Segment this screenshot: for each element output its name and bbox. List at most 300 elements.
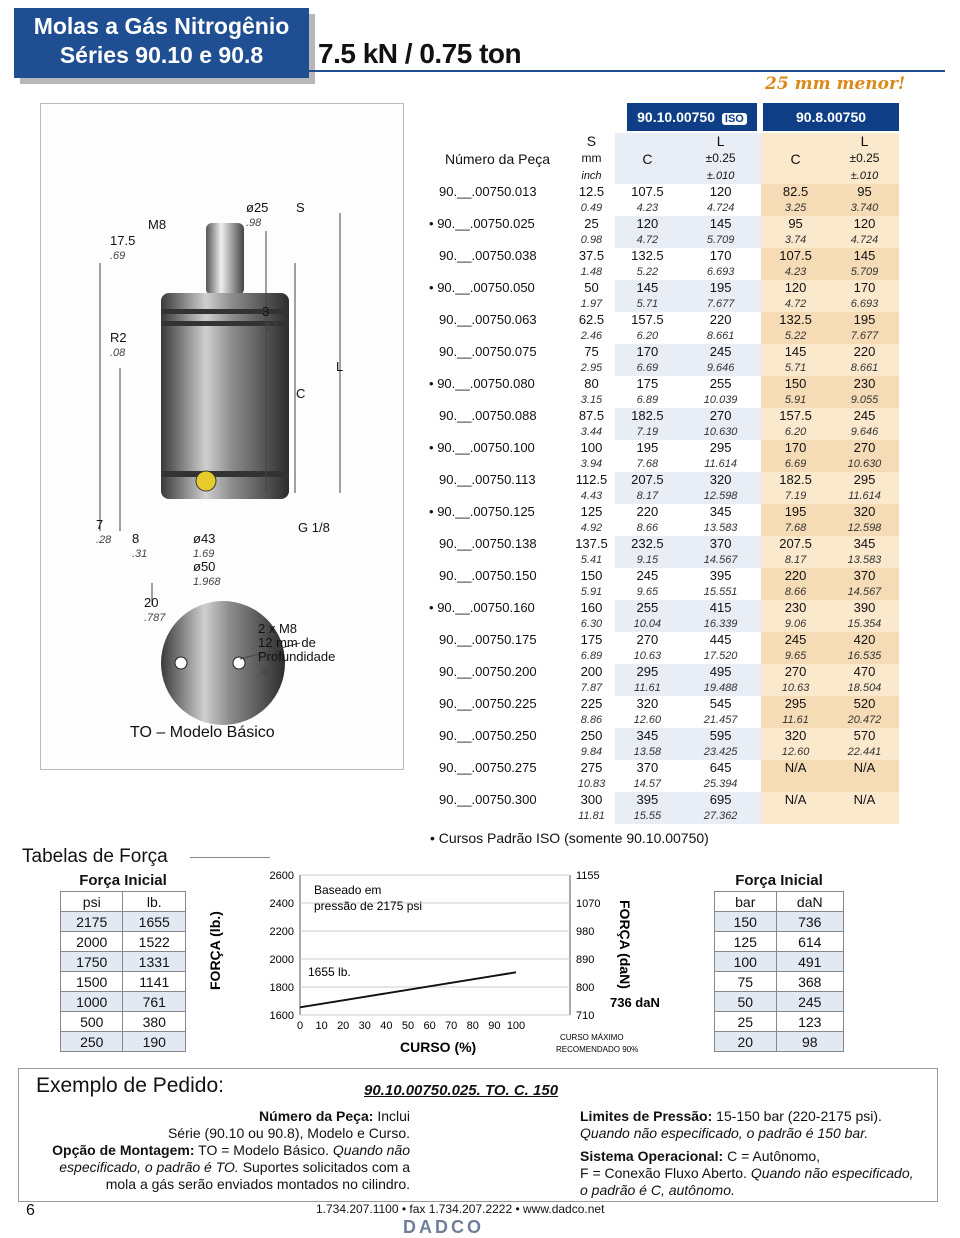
part-blank [427,296,568,312]
part-blank [427,328,568,344]
part-number: 90.__.00750.025 [437,216,535,231]
l-mm: 120 [680,184,761,200]
spec-row [427,472,899,488]
ylabel-left: FORÇA (lb.) [207,911,223,990]
gas-spring-drawing [40,103,404,770]
c2-mm: 230 [761,600,830,616]
l-in: 7.677 [680,296,761,312]
force-cell-b: 1522 [123,932,186,952]
c-in: 15.55 [615,808,680,824]
spec-row [427,664,899,680]
dim-7-mm: 7 [96,517,104,532]
l-in: 17.520 [680,648,761,664]
iso-standard-bullet-icon: • [429,216,434,231]
c2-mm: 245 [761,632,830,648]
xtick: 20 [337,1020,350,1032]
part-blank [427,424,568,440]
l2-in [830,808,899,824]
c-in: 8.66 [615,520,680,536]
c-mm: 157.5 [615,312,680,328]
stroke-in: 3.15 [580,394,603,406]
c-mm: 295 [615,664,680,680]
l2-mm: 420 [830,632,899,648]
force-cell-a: 250 [61,1032,123,1052]
force-row [715,992,844,1012]
col-s-mm: mm [581,151,602,165]
c2-mm: N/A [761,792,830,808]
c-in: 10.04 [615,616,680,632]
l-in: 25.394 [680,776,761,792]
stroke-mm: 112.5 [575,472,608,487]
annot-dan: 736 daN [610,995,660,1010]
l2-mm: 245 [830,408,899,424]
order-left-notes [30,1108,410,1193]
l-mm: 645 [680,760,761,776]
part-blank [427,200,568,216]
l2-mm: 170 [830,280,899,296]
part-number: 90.__.00750.013 [439,184,537,199]
part-number-cell [427,472,568,488]
c-in: 7.68 [615,456,680,472]
stroke-mm: 80 [584,376,599,391]
stroke-in: 4.43 [580,490,603,502]
l-mm: 320 [680,472,761,488]
page-title-line1: Molas a Gás Nitrogênio [33,13,290,39]
xtick: 100 [506,1020,526,1032]
col-l2-label: L [860,133,869,149]
l-in: 4.724 [680,200,761,216]
c2-in: 8.66 [761,584,830,600]
col-l2 [830,133,899,184]
dim-r2-in: .08 [110,347,126,359]
part-blank [427,712,568,728]
c-mm: 145 [615,280,680,296]
stroke-in: 7.87 [580,682,603,694]
dim-20-in: .787 [144,612,166,624]
l2-in: 6.693 [830,296,899,312]
press-italic: Quando não especificado, o padrão é 150 bar. [580,1125,869,1141]
c2-in: 4.23 [761,264,830,280]
part-blank [427,456,568,472]
part-number-cell [427,408,568,424]
dim-175-mm: 17.5 [110,233,136,248]
ytick-right: 800 [576,982,595,994]
part-blank [427,264,568,280]
l2-mm: 145 [830,248,899,264]
c-mm: 120 [615,216,680,232]
stroke-mm: 300 [580,792,603,807]
part-number-cell [427,728,568,744]
force-row [715,972,844,992]
iso-standard-bullet-icon: • [429,600,434,615]
c-in: 6.20 [615,328,680,344]
force-rating: 7.5 kN / 0.75 ton [318,38,522,69]
c2-in: 6.69 [761,456,830,472]
c2-mm: 150 [761,376,830,392]
l-mm: 145 [680,216,761,232]
stroke-in: 1.48 [580,266,603,278]
l2-in: 14.567 [830,584,899,600]
c-mm: 345 [615,728,680,744]
press-label: Limites de Pressão: [580,1108,713,1124]
col-l2-tol-in: ±.010 [850,170,879,182]
spec-row-inch [427,392,899,408]
page-title-box [14,8,309,78]
c2-in: 7.68 [761,520,830,536]
l-mm: 695 [680,792,761,808]
force-cell-a: 75 [715,972,777,992]
l-in: 14.567 [680,552,761,568]
dim-3-in: .12 [262,321,278,333]
l-mm: 255 [680,376,761,392]
part-number-cell [427,312,568,328]
stroke-mm: 137.5 [575,536,608,551]
sys-italic: Quando não especificado, o padrão é C, autônomo. [580,1165,914,1198]
part-number: 90.__.00750.225 [439,696,537,711]
c2-in: 9.65 [761,648,830,664]
spec-row-inch [427,520,899,536]
stroke-in: 5.41 [580,554,603,566]
dim-phi43 [193,532,215,561]
spec-row [427,696,899,712]
part-number: 90.__.00750.080 [437,376,535,391]
c2-mm: 295 [761,696,830,712]
part-number: 90.__.00750.300 [439,792,537,807]
ytick-left: 2600 [269,870,294,882]
force-row [61,932,186,952]
dim-prof-in: .47 [258,666,274,678]
l2-in: 5.709 [830,264,899,280]
c-in: 5.71 [615,296,680,312]
col-part: Número da Peça [445,150,551,167]
ytick-left: 2200 [269,926,294,938]
l2-in: 15.354 [830,616,899,632]
force-cell-b: 380 [123,1012,186,1032]
l-mm: 495 [680,664,761,680]
spec-row [427,536,899,552]
l2-mm: 520 [830,696,899,712]
l-in: 10.630 [680,424,761,440]
force-cell-a: 2175 [61,912,123,932]
col-l [680,133,761,184]
c-mm: 270 [615,632,680,648]
iso-standard-bullet-icon: • [429,376,434,391]
stroke-mm: 75 [584,344,599,359]
part-number-cell [427,184,568,200]
spec-row-inch [427,296,899,312]
c-in: 8.17 [615,488,680,504]
stroke-mm: 175 [580,632,603,647]
c-mm: 132.5 [615,248,680,264]
l2-mm: 120 [830,216,899,232]
spec-row [427,760,899,776]
stroke-mm: 275 [580,760,603,775]
part-text2: Série (90.10 ou 90.8), Modelo e Curso. [167,1125,410,1141]
force-cell-a: 1750 [61,952,123,972]
part-number: 90.__.00750.063 [439,312,537,327]
spec-row [427,408,899,424]
c-mm: 175 [615,376,680,392]
dim-phi50-mm: ø50 [193,559,216,574]
force-table-imperial [60,870,186,1052]
spec-row [427,216,899,232]
l-mm: 270 [680,408,761,424]
ytick-right: 890 [576,954,595,966]
c2-mm: 182.5 [761,472,830,488]
c2-in: 10.63 [761,680,830,696]
force-cell-a: 150 [715,912,777,932]
col-l-tol: ±0.25 [705,151,736,165]
part-blank [427,776,568,792]
force-title-rule [190,857,270,858]
c2-in: 7.19 [761,488,830,504]
stroke-mm: 160 [580,600,603,615]
dim-20-mm: 20 [144,595,159,610]
c-in: 4.72 [615,232,680,248]
dim-7-in: .28 [96,534,112,546]
part-number: 90.__.00750.075 [439,344,537,359]
l-in: 10.039 [680,392,761,408]
stroke-in: 2.95 [580,362,603,374]
force-cell-a: 25 [715,1012,777,1032]
l2-mm: N/A [830,760,899,776]
l2-mm: 570 [830,728,899,744]
stroke-in: 5.91 [580,586,603,598]
part-number-cell [427,568,568,584]
l2-in: 18.504 [830,680,899,696]
l-mm: 445 [680,632,761,648]
l-in: 16.339 [680,616,761,632]
l2-in: 13.583 [830,552,899,568]
l-in: 19.488 [680,680,761,696]
dim-g18: G 1/8 [298,520,330,535]
c-mm: 107.5 [615,184,680,200]
force-left-title: Força Inicial [79,872,167,889]
l2-mm: 370 [830,568,899,584]
l2-in: 22.441 [830,744,899,760]
xtick: 10 [315,1020,328,1032]
c2-mm: 82.5 [761,184,830,200]
force-cell-b: 491 [776,952,843,972]
part-blank [427,616,568,632]
part-number-cell [427,600,568,616]
part-number: 90.__.00750.138 [439,536,537,551]
c2-in: 8.17 [761,552,830,568]
spec-row [427,792,899,808]
force-cell-b: 245 [776,992,843,1012]
stroke-mm: 87.5 [578,408,605,423]
c2-in: 3.25 [761,200,830,216]
force-row [715,932,844,952]
xtick: 60 [423,1020,436,1032]
part-number: 90.__.00750.275 [439,760,537,775]
group-header-9010 [627,103,757,131]
force-row [61,1012,186,1032]
force-cell-b: 761 [123,992,186,1012]
mount-text: TO = Modelo Básico. [198,1142,330,1158]
force-row [715,912,844,932]
annot-base-2: pressão de 2175 psi [314,899,423,913]
c-in: 13.58 [615,744,680,760]
l2-mm: 390 [830,600,899,616]
force-cell-b: 1141 [123,972,186,992]
xtick: 50 [401,1020,415,1032]
order-title: Exemplo de Pedido: [36,1074,224,1097]
force-right-title: Força Inicial [735,872,823,889]
part-number-cell [427,280,568,296]
ytick-left: 1600 [269,1010,294,1022]
c-in: 9.65 [615,584,680,600]
l2-in: 10.630 [830,456,899,472]
ytick-right: 1155 [576,870,600,882]
c2-in [761,776,830,792]
c-mm: 232.5 [615,536,680,552]
stroke-in: 0.49 [580,202,603,214]
xtick: 0 [296,1020,304,1032]
c-mm: 207.5 [615,472,680,488]
c-mm: 395 [615,792,680,808]
spec-table-body [427,184,899,824]
l-mm: 195 [680,280,761,296]
l-in: 21.457 [680,712,761,728]
c-in: 9.15 [615,552,680,568]
spec-row [427,504,899,520]
c-in: 6.69 [615,360,680,376]
ytick-left: 2400 [269,898,294,910]
l-mm: 370 [680,536,761,552]
dim-175 [110,234,135,263]
spec-row-inch [427,264,899,280]
stroke-in: 0.98 [580,234,603,246]
dim-8-mm: 8 [132,531,140,546]
col-s-in: inch [581,170,602,182]
annot-max-2: RECOMENDADO 90% [556,1045,639,1054]
force-cell-b: 736 [776,912,843,932]
c2-mm: 157.5 [761,408,830,424]
c2-in: 12.60 [761,744,830,760]
group-9010-label: 90.10.00750 [637,109,715,125]
l2-mm: 345 [830,536,899,552]
dim-m8: M8 [148,217,167,232]
dim-l: L [336,359,344,374]
smaller-badge: 25 mm menor! [765,74,906,94]
l-mm: 415 [680,600,761,616]
part-blank [427,648,568,664]
l-mm: 395 [680,568,761,584]
spec-row [427,440,899,456]
part-blank [427,232,568,248]
dim-7 [96,518,111,547]
annot-base: Baseado em [314,883,382,897]
c-mm: 220 [615,504,680,520]
c2-in: 5.91 [761,392,830,408]
spec-row-inch [427,360,899,376]
stroke-in: 4.92 [580,522,603,534]
c2-in: 4.72 [761,296,830,312]
force-left-h1: psi [61,892,123,912]
part-number: 90.__.00750.250 [439,728,537,743]
spec-row-inch [427,616,899,632]
spec-row-inch [427,200,899,216]
stroke-in: 2.46 [580,330,603,342]
part-number: 90.__.00750.038 [439,248,537,263]
c2-mm: 132.5 [761,312,830,328]
part-blank [427,680,568,696]
xlabel: CURSO (%) [400,1039,477,1055]
force-right-h1: bar [715,892,777,912]
stroke-in: 10.83 [577,778,606,790]
l2-in: 11.614 [830,488,899,504]
l2-in: 20.472 [830,712,899,728]
l2-mm: 470 [830,664,899,680]
l2-mm: 195 [830,312,899,328]
spec-row-inch [427,680,899,696]
dim-phi25-mm: ø25 [246,200,269,215]
part-number-cell [427,344,568,360]
force-table-metric [714,870,844,1052]
part-number: 90.__.00750.150 [439,568,537,583]
l-mm: 345 [680,504,761,520]
l-in: 27.362 [680,808,761,824]
c-mm: 370 [615,760,680,776]
l2-in [830,776,899,792]
part-number: 90.__.00750.088 [439,408,537,423]
spec-row [427,728,899,744]
spec-row-inch [427,552,899,568]
l2-in: 4.724 [830,232,899,248]
iso-standard-bullet-icon: • [429,504,434,519]
dim-c: C [296,386,306,401]
l2-mm: 295 [830,472,899,488]
force-cell-a: 50 [715,992,777,1012]
c2-in [761,808,830,824]
l2-mm: 95 [830,184,899,200]
c2-mm: 220 [761,568,830,584]
col-l2-tol: ±0.25 [849,151,880,165]
page-title-line2: Séries 90.10 e 90.8 [59,42,264,68]
spec-row-inch [427,744,899,760]
part-number-cell [427,792,568,808]
l2-mm: 230 [830,376,899,392]
part-number-cell [427,440,568,456]
footer-contact: 1.734.207.1100 • fax 1.734.207.2222 • www.dadco.net [316,1202,605,1216]
group-header-908: 90.8.00750 [763,103,899,131]
c2-in: 6.20 [761,424,830,440]
c-mm: 170 [615,344,680,360]
dim-phi43-mm: ø43 [193,531,216,546]
stroke-in: 3.94 [580,458,603,470]
c2-mm: N/A [761,760,830,776]
col-s [568,133,614,184]
spec-table [427,133,899,824]
c2-mm: 320 [761,728,830,744]
c2-mm: 145 [761,344,830,360]
stroke-in: 6.30 [580,618,603,630]
part-number: 90.__.00750.160 [437,600,535,615]
force-row [61,1032,186,1052]
dim-r2-mm: R2 [110,330,127,345]
spec-row-inch [427,488,899,504]
c2-in: 3.74 [761,232,830,248]
part-blank [427,392,568,408]
part-blank [427,584,568,600]
force-cell-a: 2000 [61,932,123,952]
l2-in: 16.535 [830,648,899,664]
c-in: 4.23 [615,200,680,216]
spec-row-inch [427,648,899,664]
l-mm: 245 [680,344,761,360]
ytick-right: 1070 [576,898,601,910]
